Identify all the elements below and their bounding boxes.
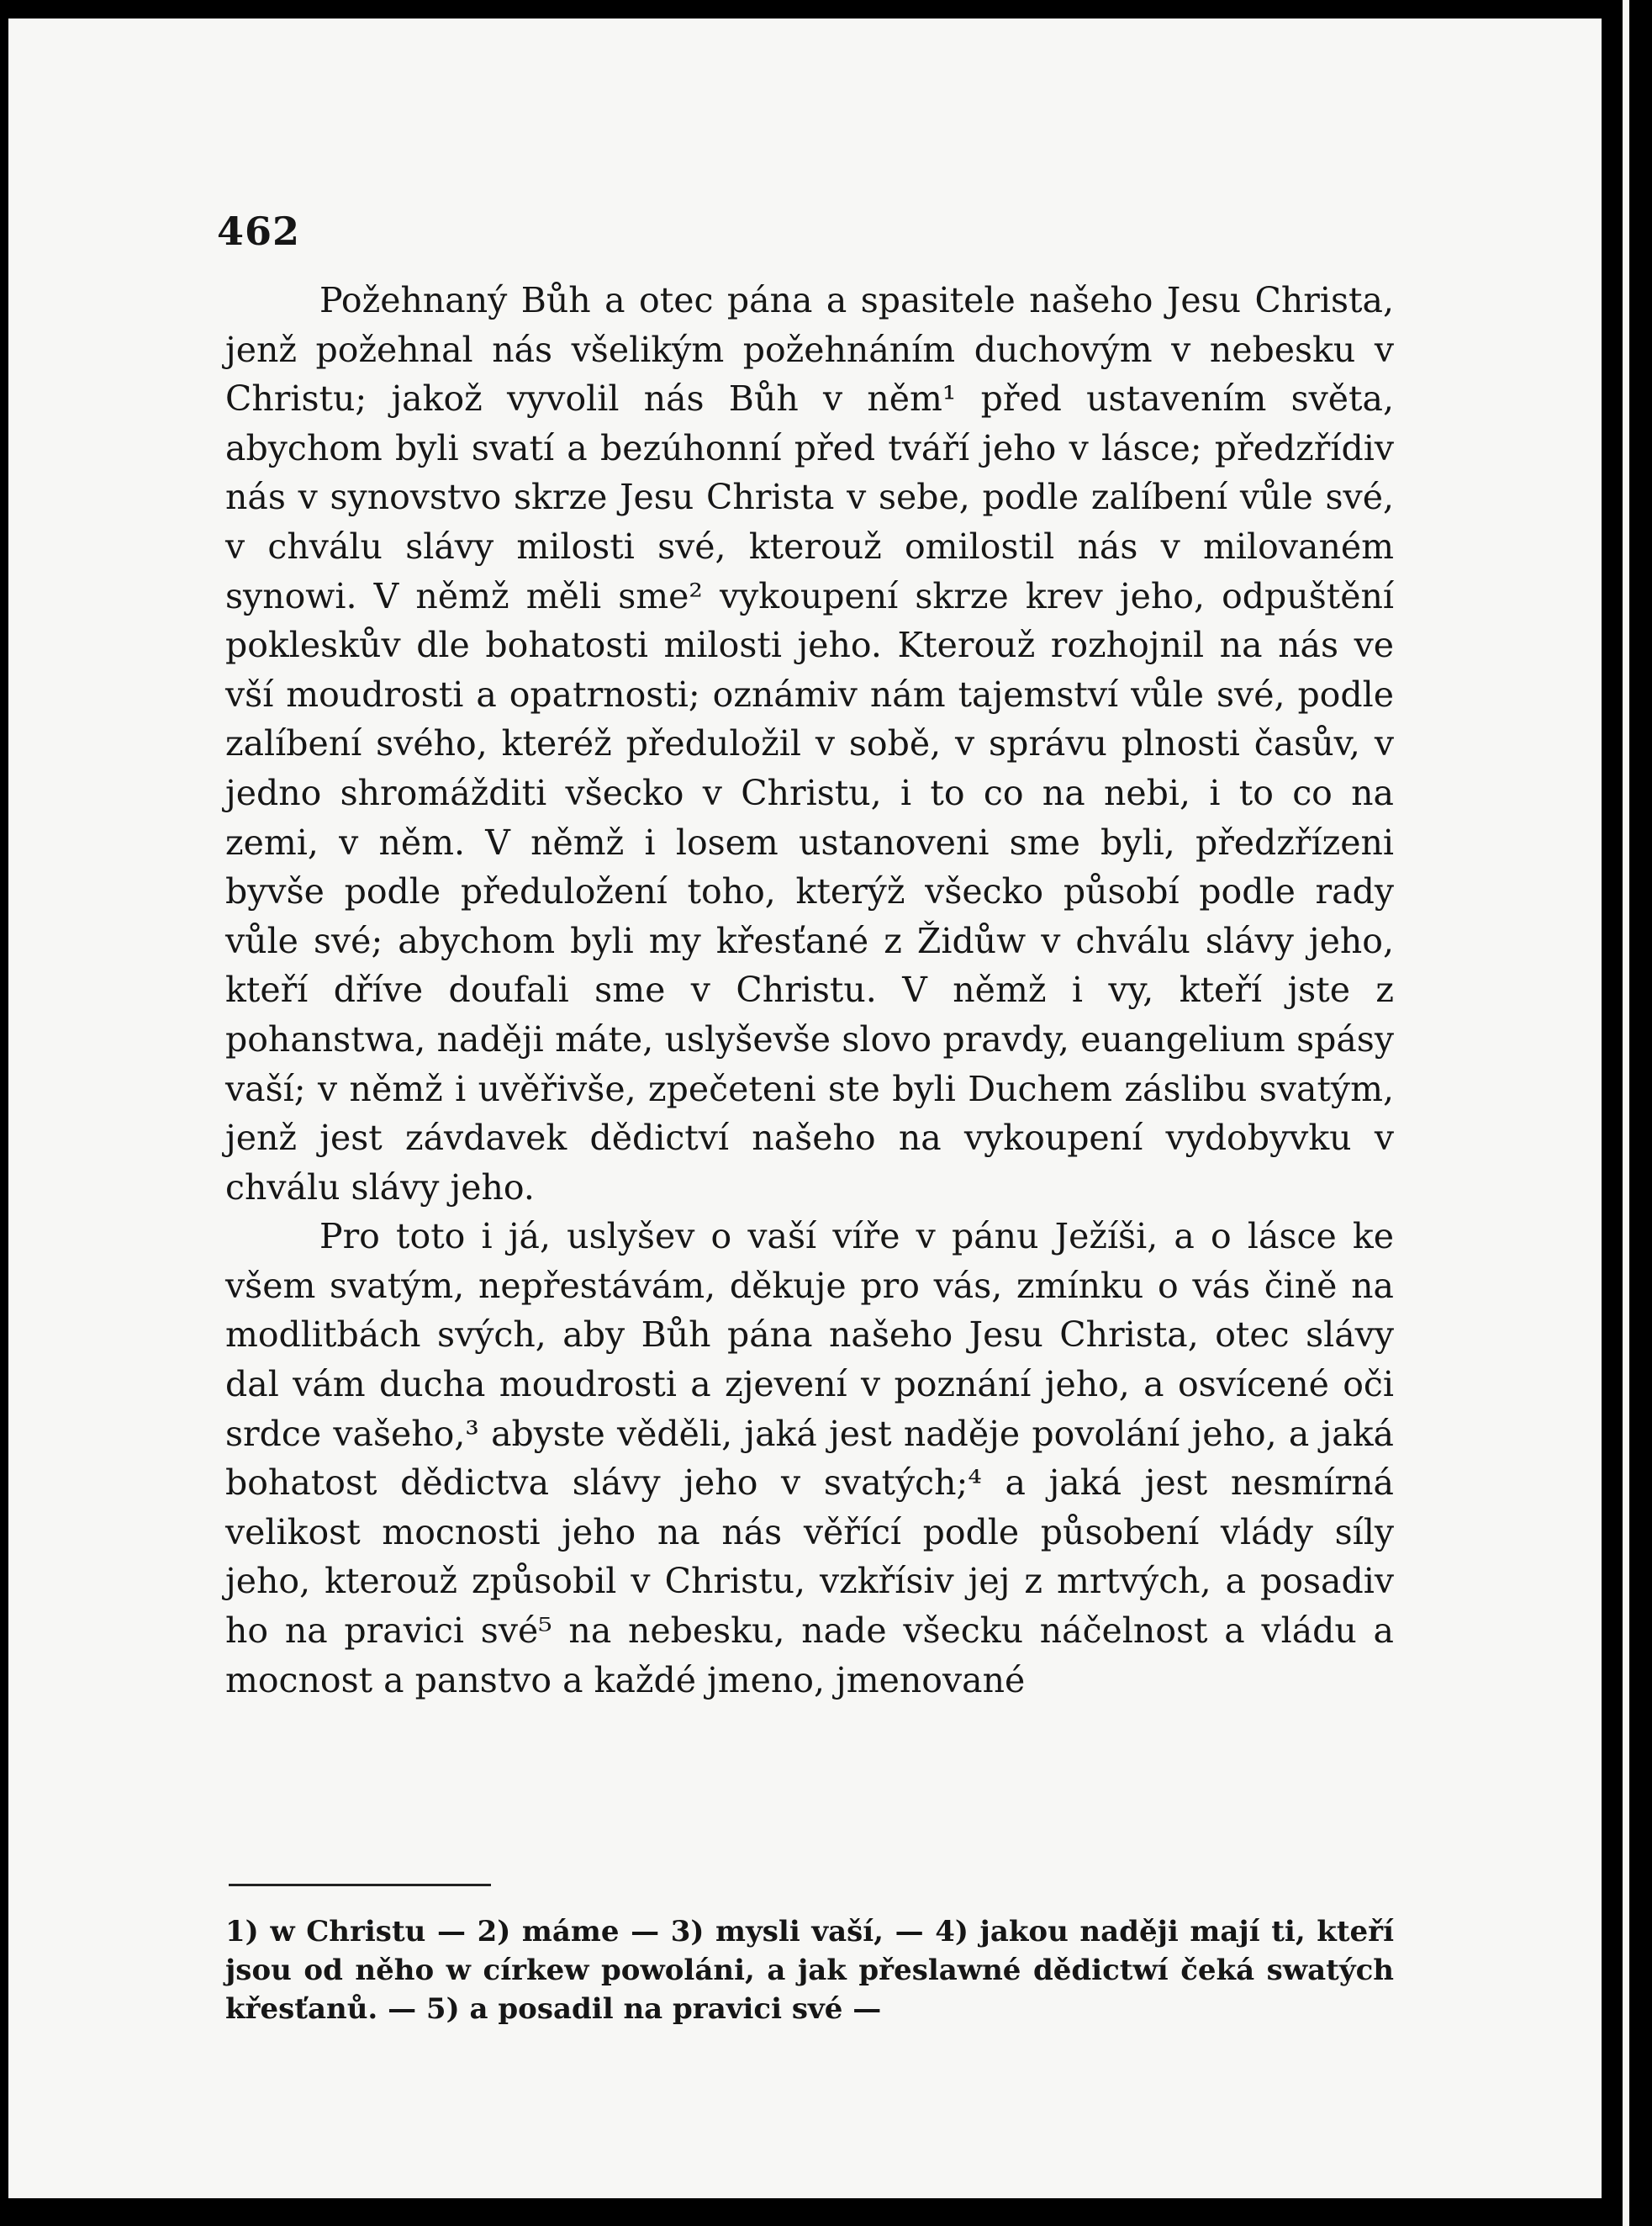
scan-edge-line <box>1623 0 1629 2226</box>
paragraph-1: Požehnaný Bůh a otec pána a spasitele našeho Jesu Christa, jenž požehnal nás všelikým požehnáním duchovým v nebesku v Christu; jakož vyvolil nás Bůh v něm¹ před ustavením světa, abychom byli svatí a bezúhonní před tváří jeho v lásce; předzřídiv nás v synovstvo skrze Jesu Christa v sebe, podle zalíbení vůle své, v chválu slávy milosti své, kterouž omilostil nás v milovaném synowi. V němž měli sme² vykoupení skrze krev jeho, odpuštění pokleskův dle bohatosti milosti jeho. Kterouž rozhojnil na nás ve vší moudrosti a opatrnosti; oznámiv nám tajemství vůle své, podle zalíbení svého, kteréž předuložil v sobě, v správu plnosti časův, v jedno shromážditi všecko v Christu, i to co na nebi, i to co na zemi, v něm. V němž i losem ustanoveni sme byli, předzřízeni byvše podle předuložení toho, kterýž všecko působí podle rady vůle své; abychom byli my křesťané z Židůw v chválu slávy jeho, kteří dříve doufali sme v Christu. V němž i vy, kteří jste z pohanstwa, naději máte, uslyševše slovo pravdy, euangelium spásy vaší; v němž i uvěřivše, zpečeteni ste byli Duchem záslibu svatým, jenž jest závdavek dědictví našeho na vykoupení vydobyvku v chválu slávy jeho. <box>225 280 1394 1208</box>
footnotes <box>225 1912 1394 2028</box>
body-text <box>225 276 1394 1705</box>
scan-border-left <box>0 0 8 2226</box>
scan-border-top <box>0 0 1602 19</box>
footnotes-text: 1) w Christu — 2) máme — 3) mysli vaší, — 4) jakou naději mají ti, kteří jsou od něho w církew powoláni, a jak přeslawné dědictwí čeká swatých křesťanů. — 5) a posadil na pravici své — <box>225 1915 1394 2026</box>
page-number: 462 <box>217 209 301 254</box>
paragraph-2: Pro toto i já, uslyšev o vaší víře v pánu Ježíši, a o lásce ke všem svatým, nepřestávám, děkuje pro vás, zmínku o vás čině na modlitbách svých, aby Bůh pána našeho Jesu Christa, otec slávy dal vám ducha moudrosti a zjevení v poznání jeho, a osvícené oči srdce vašeho,³ abyste věděli, jaká jest naděje povolání jeho, a jaká bohatost dědictva slávy jeho v svatých;⁴ a jaká jest nesmírná velikost mocnosti jeho na nás věřící podle působení vlády síly jeho, kterouž způsobil v Christu, vzkřísiv jej z mrtvých, a posadiv ho na pravici své⁵ na nebesku, nade všecku náčelnost a vládu a mocnost a panstvo a každé jmeno, jmenované <box>225 1216 1394 1700</box>
footnote-separator <box>229 1884 491 1886</box>
scan-border-bottom <box>0 2198 1602 2226</box>
